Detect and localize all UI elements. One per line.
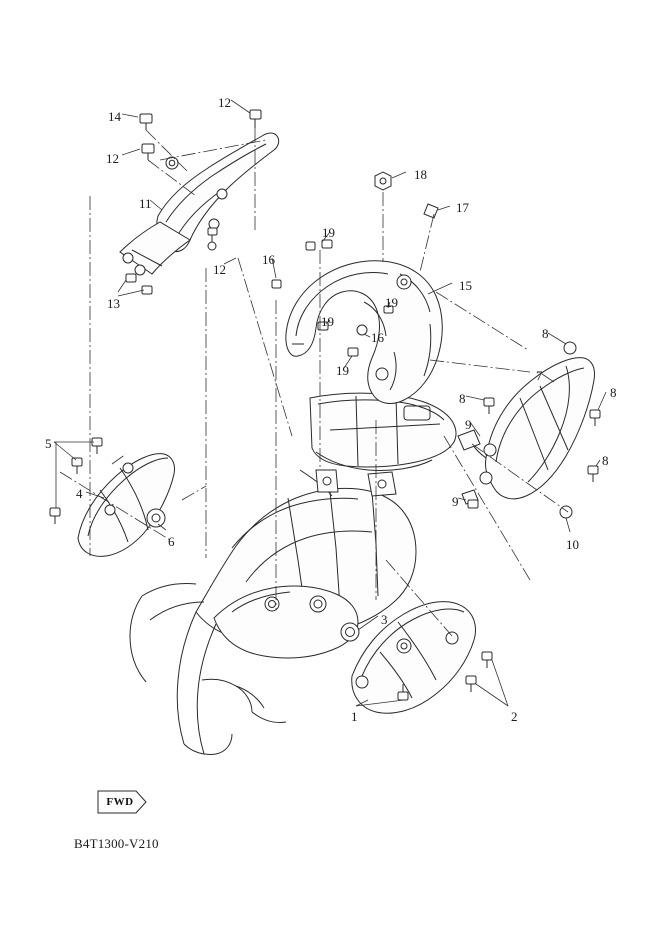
callout-12-c: 12 — [213, 262, 226, 277]
callout-4: 4 — [76, 486, 83, 501]
callout-16-b: 16 — [371, 330, 384, 345]
part-code-label: B4T1300-V210 — [74, 836, 159, 851]
callout-13: 13 — [107, 296, 120, 311]
callout-17: 17 — [456, 200, 469, 215]
part-1-bottom-cover — [352, 602, 492, 714]
callout-12-a: 12 — [218, 95, 231, 110]
callout-8-c: 8 — [459, 391, 466, 406]
part-7-side-cover — [458, 342, 600, 518]
callout-2: 2 — [511, 709, 518, 724]
callout-19-a: 19 — [322, 225, 335, 240]
callout-8-a: 8 — [542, 326, 549, 341]
callout-14: 14 — [108, 109, 121, 124]
part-4-left-cover — [50, 438, 175, 556]
callout-10: 10 — [566, 537, 579, 552]
callout-3: 3 — [381, 612, 388, 627]
part-15-handle — [272, 172, 442, 403]
callout-12-b: 12 — [106, 151, 119, 166]
callout-6: 6 — [168, 534, 175, 549]
callout-19-d: 19 — [336, 363, 349, 378]
fwd-badge-label — [96, 789, 144, 815]
callout-8-b: 8 — [610, 385, 617, 400]
callout-9-b: 9 — [452, 494, 459, 509]
callout-9-a: 9 — [465, 417, 472, 432]
callout-11: 11 — [139, 196, 152, 211]
callout-19-b: 19 — [385, 295, 398, 310]
callout-18: 18 — [414, 167, 427, 182]
callout-16-a: 16 — [262, 252, 275, 267]
fwd-text: FWD — [106, 796, 134, 808]
callout-8-d: 8 — [602, 453, 609, 468]
callout-19-c: 19 — [321, 314, 334, 329]
callout-15: 15 — [459, 278, 472, 293]
callout-7: 7 — [536, 368, 543, 383]
callout-5: 5 — [45, 436, 52, 451]
callout-1: 1 — [351, 709, 358, 724]
